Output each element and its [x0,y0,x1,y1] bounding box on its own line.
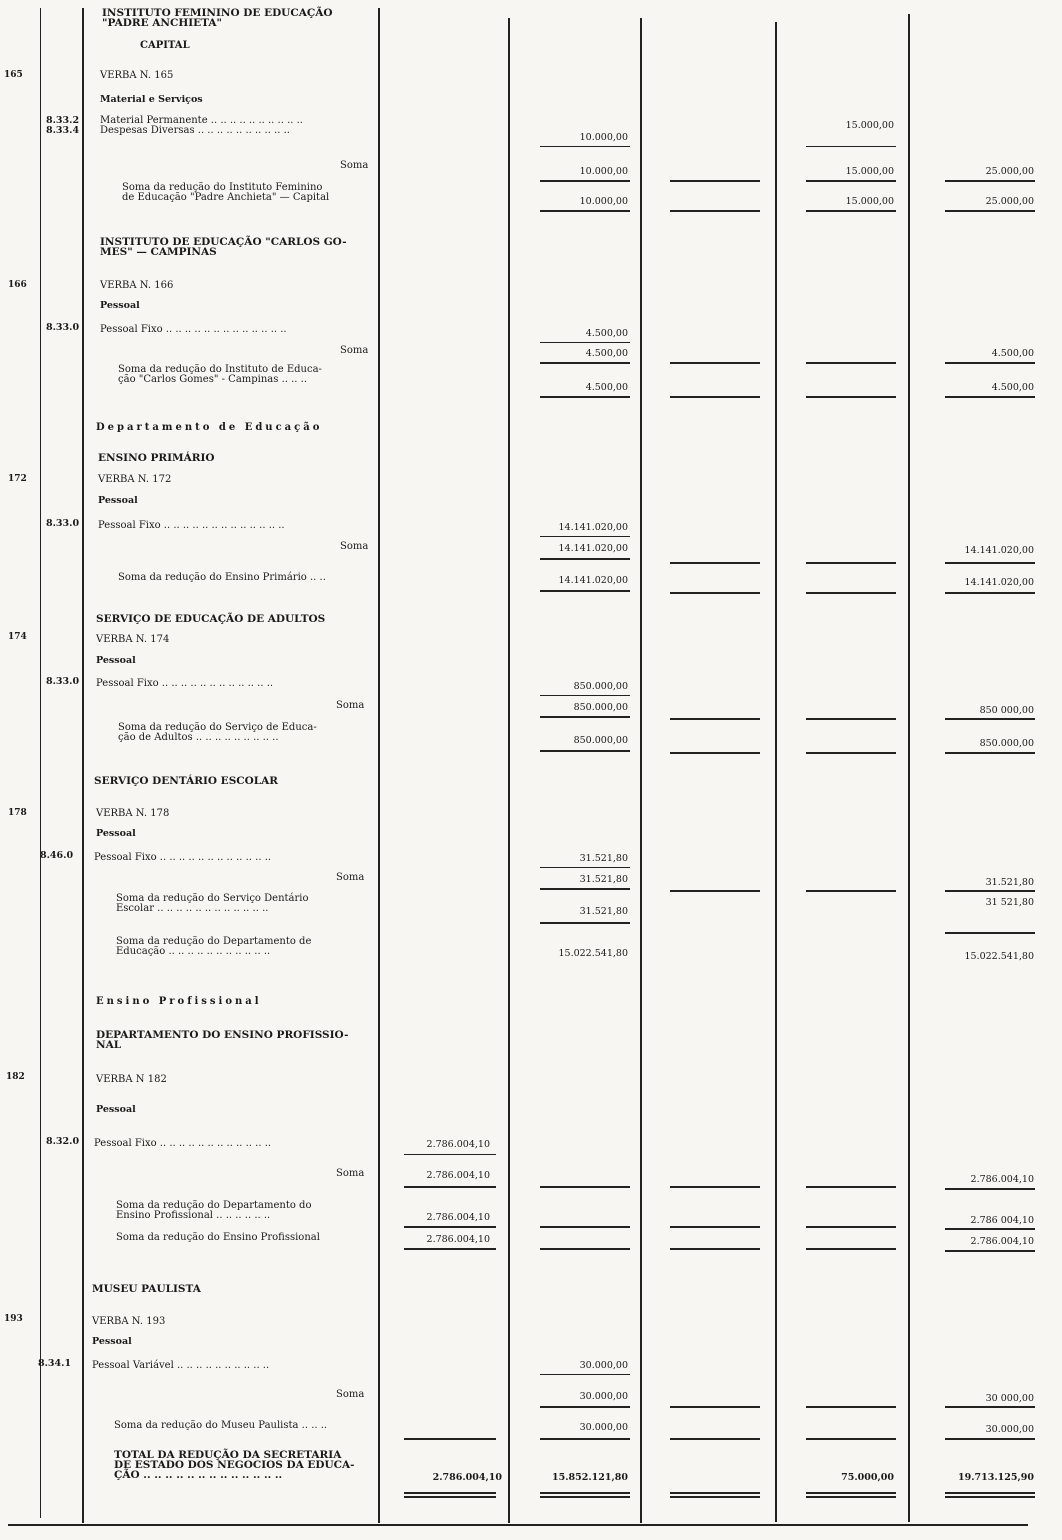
reduction-value: 2.786 004,10 [970,1215,1034,1226]
ensino-reduction-label: Soma da redução do Ensino Profissional [116,1232,320,1243]
soma-value: 2.786.004,10 [426,1170,490,1181]
soma-label: Soma [336,1389,365,1400]
reduction-value: 10.000,00 [579,196,628,207]
soma-value: 14.141.020,00 [964,545,1034,556]
item-code: 8.32.0 [46,1136,80,1147]
item-code: 8.33.2 [46,115,80,126]
total-label: ÇÃO .. .. .. .. .. .. .. .. .. .. .. .. .. [114,1469,283,1481]
item-code: 8.33.0 [46,518,80,529]
item-label: Despesas Diversas .. .. .. .. .. .. .. .. .. .. [100,125,290,136]
group-label: Material e Serviços [100,94,203,105]
total-label: TOTAL DA REDUÇÃO DA SECRETARIA [114,1449,342,1461]
item-value: 850.000,00 [573,681,628,692]
item-value: 30.000,00 [579,1360,628,1371]
item-value: 14.141.020,00 [558,522,628,533]
section-title: SERVIÇO DE EDUCAÇÃO DE ADULTOS [96,613,326,625]
soma-value: 31.521,80 [985,877,1034,888]
group-label: Pessoal [92,1336,132,1347]
group-label: Pessoal [100,300,140,311]
item-value: 10.000,00 [579,132,628,143]
column-rule [40,8,41,1518]
reduction-value: 31 521,80 [985,897,1034,908]
soma-label: Soma [340,345,369,356]
section-title: MES" — CAMPINAS [100,246,217,258]
item-code: 8.33.0 [46,676,80,687]
group-label: Pessoal [96,655,136,666]
section-title: ENSINO PRIMÁRIO [98,452,215,464]
item-label: Material Permanente .. .. .. .. .. .. .. .. .. .. [100,115,303,126]
reduction-label: Soma da redução do Serviço Dentário [116,893,309,904]
soma-value: 30 000,00 [985,1393,1034,1404]
item-code: 8.33.0 [46,322,80,333]
reduction-value: 4.500,00 [991,382,1034,393]
verba-label: VERBA N 182 [96,1074,167,1085]
department-reduction-label: Educação .. .. .. .. .. .. .. .. .. .. .. [116,946,271,957]
item-code: 8.46.0 [40,850,74,861]
item-code: 8.34.1 [38,1358,72,1369]
column-rule [508,18,510,1523]
soma-label: Soma [340,541,369,552]
reduction-label: Escolar .. .. .. .. .. .. .. .. .. .. .. .. [116,903,269,914]
department-reduction-label: Soma da redução do Departamento de [116,936,312,947]
soma-label: Soma [336,872,365,883]
verba-number: 165 [4,70,23,80]
item-label: Pessoal Fixo .. .. .. .. .. .. .. .. .. .. .. .. .. [98,520,285,531]
item-label: Pessoal Fixo .. .. .. .. .. .. .. .. .. .. .. .. [94,1138,272,1149]
reduction-label: Soma da redução do Ensino Primário .. .. [118,572,326,583]
section-title: SERVIÇO DENTÁRIO ESCOLAR [94,775,279,787]
reduction-label: ção de Adultos .. .. .. .. .. .. .. .. .. [118,732,279,743]
item-label: Pessoal Fixo .. .. .. .. .. .. .. .. .. .. .. .. .. [100,324,287,335]
column-rule [640,18,642,1523]
department-title: Departamento de Educação [96,422,323,433]
department-reduction-value: 15.022.541,80 [558,948,628,959]
verba-label: VERBA N. 178 [96,808,170,819]
item-value: 4.500,00 [585,328,628,339]
soma-value: 25.000,00 [985,166,1034,177]
section-title: INSTITUTO DE EDUCAÇÃO "CARLOS GO- [100,236,347,248]
reduction-value: 15.000,00 [845,196,894,207]
item-value: 15.000,00 [845,120,894,131]
total-label: DE ESTADO DOS NEGOCIOS DA EDUCA- [114,1459,355,1471]
item-value: 31.521,80 [579,853,628,864]
reduction-label: Soma da redução do Instituto Feminino [122,182,323,193]
verba-label: VERBA N. 193 [92,1316,166,1327]
soma-value: 14.141.020,00 [558,543,628,554]
reduction-value: 31.521,80 [579,906,628,917]
department-reduction-value: 15.022.541,80 [964,951,1034,962]
reduction-value: 850.000,00 [573,735,628,746]
reduction-label: Soma da redução do Instituto de Educa- [118,364,322,375]
reduction-label: Soma da redução do Departamento do [116,1200,312,1211]
group-label: Pessoal [98,495,138,506]
column-rule [908,14,910,1522]
group-label: Pessoal [96,1104,136,1115]
soma-label: Soma [336,1168,365,1179]
soma-value: 850 000,00 [979,705,1034,716]
reduction-value: 850.000,00 [979,738,1034,749]
soma-value: 15.000,00 [845,166,894,177]
reduction-label: Ensino Profissional .. .. .. .. .. .. [116,1210,271,1221]
total-value: 19.713.125,90 [957,1472,1034,1483]
soma-value: 4.500,00 [585,348,628,359]
verba-label: VERBA N. 166 [100,280,174,291]
verba-number: 174 [8,632,27,642]
verba-number: 166 [8,280,27,290]
total-value: 75.000,00 [841,1472,894,1483]
soma-value: 4.500,00 [991,348,1034,359]
reduction-value: 14.141.020,00 [558,575,628,586]
column-rule [378,8,380,1523]
reduction-value: 25.000,00 [985,196,1034,207]
reduction-label: Soma da redução do Serviço de Educa- [118,722,317,733]
section-title: DEPARTAMENTO DO ENSINO PROFISSIO- [96,1029,349,1041]
verba-number: 172 [8,474,27,484]
item-value: 2.786.004,10 [426,1139,490,1150]
column-rule [775,22,777,1522]
reduction-value: 30.000,00 [579,1422,628,1433]
item-label: Pessoal Fixo .. .. .. .. .. .. .. .. .. .. .. .. [94,852,272,863]
reduction-label: de Educação "Padre Anchieta" — Capital [122,192,330,203]
verba-number: 193 [4,1314,23,1324]
page-bottom-rule [8,1524,1028,1526]
reduction-label: ção "Carlos Gomes" - Campinas .. .. .. [118,374,307,385]
reduction-label: Soma da redução do Museu Paulista .. .. .. [114,1420,328,1431]
soma-value: 10.000,00 [579,166,628,177]
verba-label: VERBA N. 172 [98,474,172,485]
verba-label: VERBA N. 174 [96,634,170,645]
reduction-value: 30.000,00 [985,1424,1034,1435]
column-rule [82,8,84,1523]
section-title: NAL [96,1039,122,1051]
ensino-reduction-value: 2.786.004,10 [426,1234,490,1245]
verba-number: 178 [8,808,27,818]
item-label: Pessoal Variável .. .. .. .. .. .. .. .. .. .. [92,1360,270,1371]
group-label: Pessoal [96,828,136,839]
section-title: MUSEU PAULISTA [92,1283,201,1295]
item-label: Pessoal Fixo .. .. .. .. .. .. .. .. .. .. .. .. [96,678,274,689]
section-subtitle: CAPITAL [140,40,190,51]
total-value: 2.786.004,10 [432,1472,502,1483]
reduction-value: 14.141.020,00 [964,577,1034,588]
soma-value: 850.000,00 [573,702,628,713]
reduction-value: 4.500,00 [585,382,628,393]
department-title: Ensino Profissional [96,996,262,1007]
verba-number: 182 [6,1072,25,1082]
soma-value: 2.786.004,10 [970,1174,1034,1185]
soma-label: Soma [340,160,369,171]
item-code: 8.33.4 [46,125,80,136]
verba-label: VERBA N. 165 [100,70,174,81]
soma-value: 30.000,00 [579,1391,628,1402]
ensino-reduction-value: 2.786.004,10 [970,1236,1034,1247]
section-title: "PADRE ANCHIETA" [102,17,223,29]
reduction-value: 2.786.004,10 [426,1212,490,1223]
soma-value: 31.521,80 [579,874,628,885]
total-value: 15.852.121,80 [551,1472,628,1483]
soma-label: Soma [336,700,365,711]
section-title: INSTITUTO FEMININO DE EDUCAÇÃO [102,7,333,19]
